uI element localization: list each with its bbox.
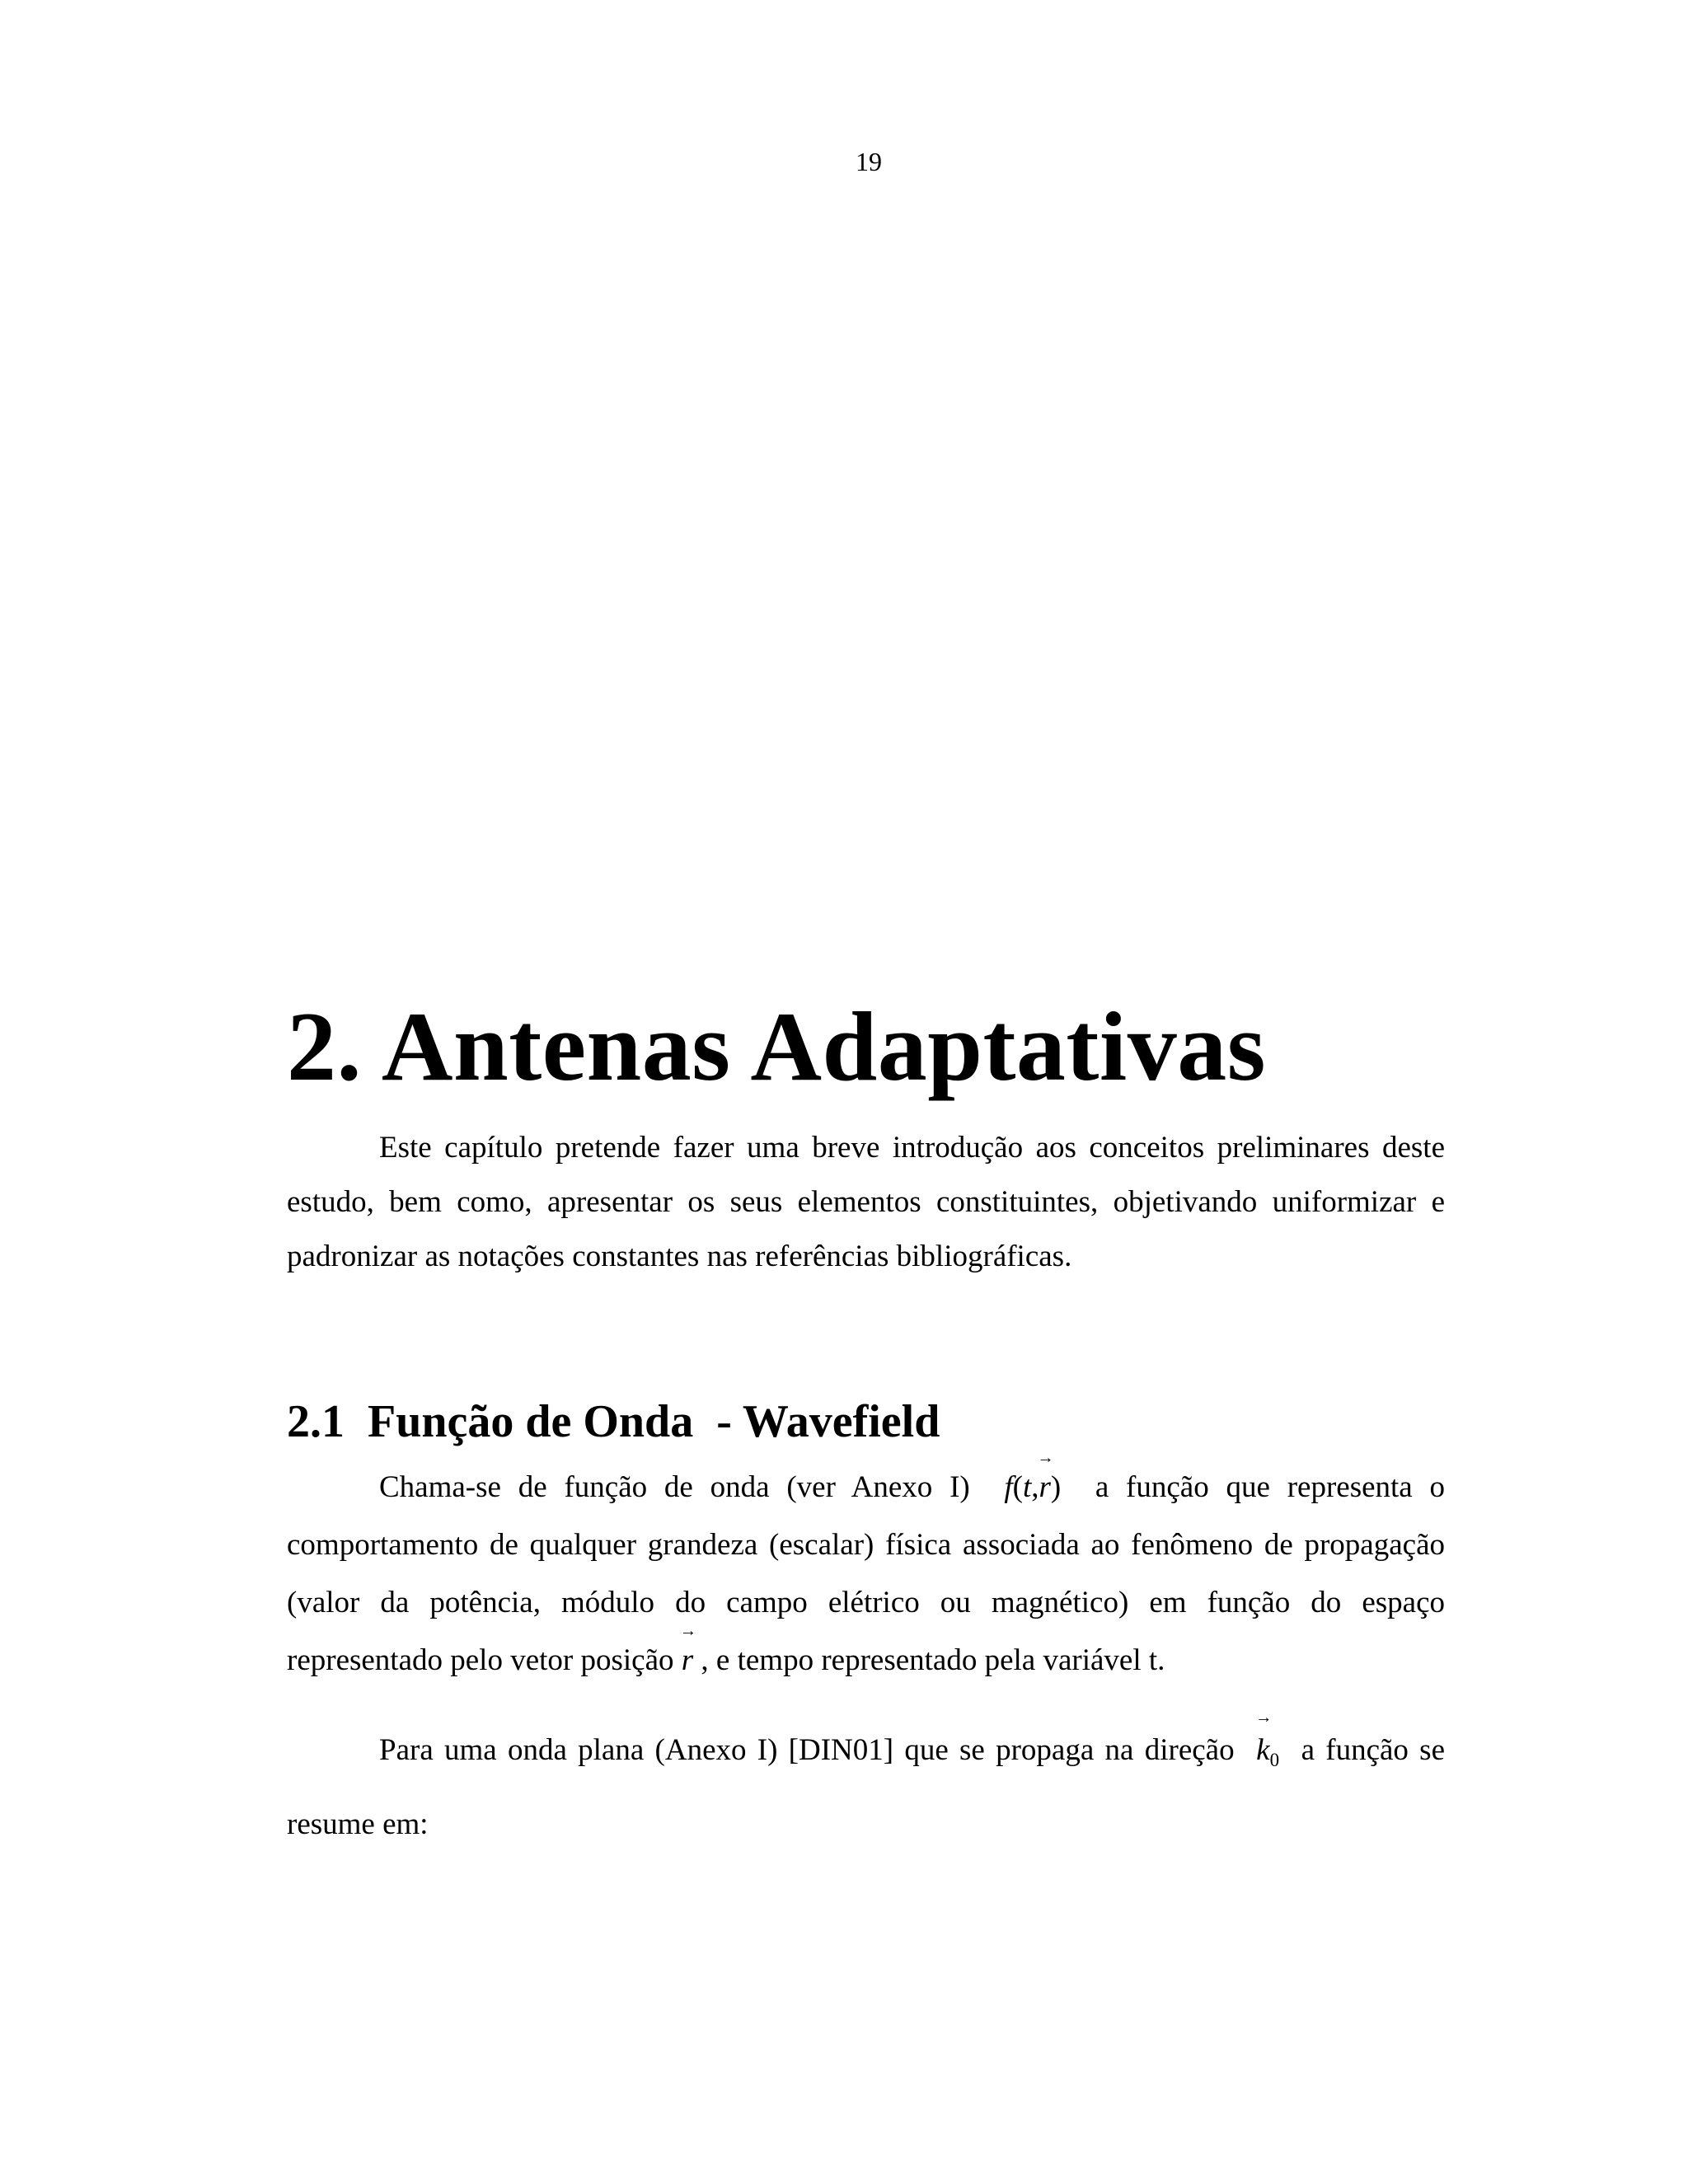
math-k: k [1256,1733,1270,1767]
wavefunction-paragraph [287,1449,1446,1690]
intro-text: Este capítulo pretende fazer uma breve introdução aos conceitos preliminares deste estudo, bem como, apresentar os seus elementos constituintes, objetivando uniformizar e padronizar as notações constantes nas referências bibliográficas. [287,1131,1445,1273]
vector-k [1255,1708,1273,1783]
paragraph1-text-2: a função que representa o comportamento de qualquer grandeza (escalar) física associada ao fenômeno de propagação (valor da potência, módulo do campo elétrico ou magnético) em função do espaço representado pelo vetor posição [287,1470,1446,1677]
position-vector [1037,1449,1054,1516]
math-k-subscript: 0 [1269,1750,1280,1771]
math-f: f [1004,1470,1013,1504]
math-open: ( [1012,1470,1023,1504]
plane-wave-paragraph [287,1708,1445,1857]
vector-arrow-icon: → [679,1622,697,1641]
position-vector-inline [679,1622,697,1690]
direction-vector [1255,1708,1280,1771]
math-t: t [1022,1470,1032,1504]
math-r: r [1039,1470,1051,1504]
chapter-title: 2. Antenas Adaptativas [287,991,1266,1101]
paragraph1-text-1: Chama-se de função de onda (ver Anexo I) [379,1470,970,1504]
vector-arrow-icon: → [1255,1708,1273,1727]
paragraph2-text-2: a função se resume em: [287,1733,1445,1842]
vector-arrow-icon: → [1037,1449,1054,1468]
wave-function-formula [1004,1449,1062,1504]
math-r-inline: r [681,1643,694,1677]
intro-paragraph [287,1121,1445,1284]
page-number: 19 [856,147,882,176]
paragraph2-text-1: Para uma onda plana (Anexo I) [DIN01] que se propaga na direção [379,1733,1235,1767]
paragraph1-text-3: , e tempo representado pela variável t. [701,1643,1165,1677]
section-title: 2.1 Função de Onda - Wavefield [287,1396,940,1447]
math-comma: , [1031,1470,1039,1504]
math-close: ) [1050,1470,1062,1504]
